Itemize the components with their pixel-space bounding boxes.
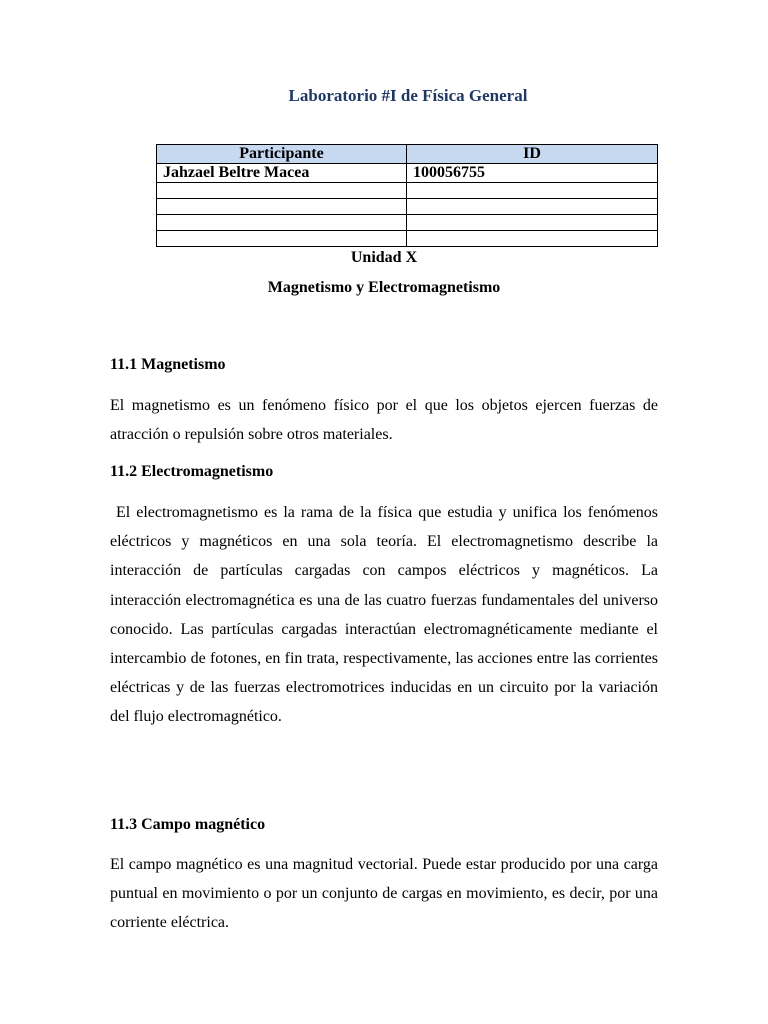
table-header-row: [157, 145, 658, 164]
table-row: [157, 164, 658, 183]
participants-table: [156, 144, 658, 247]
participant-name-cell: [157, 183, 407, 199]
section-heading-magnetismo: 11.1 Magnetismo: [110, 356, 226, 373]
table-row: [157, 199, 658, 215]
unit-title: Magnetismo y Electromagnetismo: [267, 279, 501, 296]
participant-id-cell: [407, 183, 658, 199]
table-row: [157, 183, 658, 199]
section-body-campo-magnetico: El campo magnético es una magnitud vectorial. Puede estar producido por una carga puntual en movimiento o por un conjunto de cargas en movimiento, es decir, por una corriente eléctrica.: [110, 856, 658, 932]
participant-id-cell: [407, 199, 658, 215]
participant-id-cell: [407, 215, 658, 231]
participant-name-cell: Jahzael Beltre Macea: [157, 164, 407, 183]
section-heading-electromagnetismo: 11.2 Electromagnetismo: [110, 463, 274, 480]
document-title: Laboratorio #I de Física General: [288, 86, 528, 105]
table-row: [157, 215, 658, 231]
participant-column-header: Participante: [157, 145, 407, 164]
section-body-magnetismo: El magnetismo es un fenómeno físico por el que los objetos ejercen fuerzas de atracción o repulsión sobre otros materiales.: [110, 397, 658, 444]
participant-name-cell: [157, 215, 407, 231]
section-body-electromagnetismo: El electromagnetismo es la rama de la física que estudia y unifica los fenómenos eléctricos y magnéticos en una sola teoría. El electromagnetismo describe la interacción de partículas cargadas con campos eléctricos y magnéticos. La interacción electromagnética es una de las cuatro fuerzas fundamentales del universo conocido. Las partículas cargadas interactúan electromagnéticamente mediante el intercambio de fotones, en fin trata, respectivamente, las acciones entre las corrientes eléctricas y de las fuerzas electromotrices inducidas en un circuito por la variación del flujo electromagnético.: [110, 504, 658, 726]
participant-name-cell: [157, 231, 407, 247]
section-heading-campo-magnetico: 11.3 Campo magnético: [110, 816, 266, 833]
participant-id-cell: 100056755: [407, 164, 658, 183]
participant-name-cell: [157, 199, 407, 215]
unit-label: Unidad X: [350, 249, 418, 266]
participant-id-cell: [407, 231, 658, 247]
table-row: [157, 231, 658, 247]
id-column-header: ID: [407, 145, 658, 164]
